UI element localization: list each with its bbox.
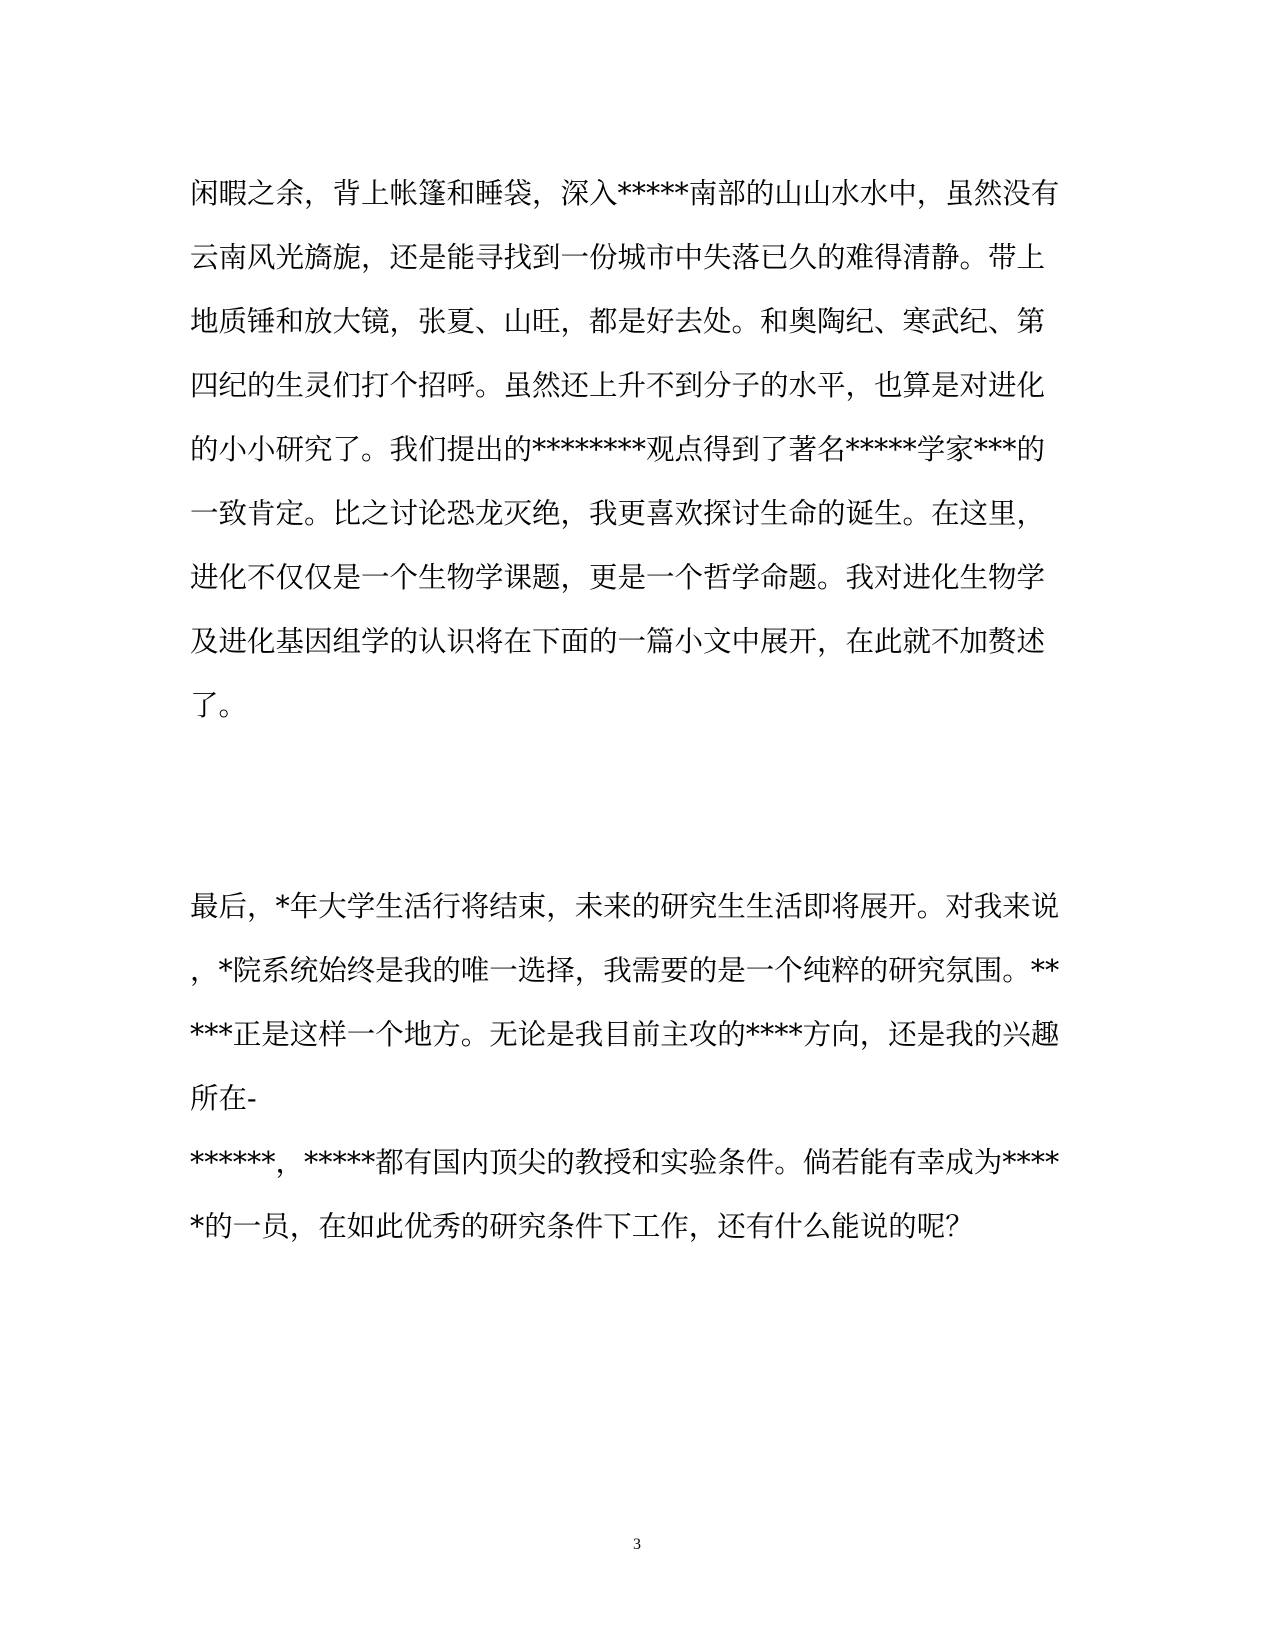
text-line: 及进化基因组学的认识将在下面的一篇小文中展开，在此就不加赘述	[190, 625, 1046, 658]
text-line: 最后，*年大学生活行将结束，未来的研究生生活即将展开。对我来说	[190, 890, 1060, 923]
text-line: ***正是这样一个地方。无论是我目前主攻的****方向，还是我的兴趣	[190, 1018, 1060, 1051]
text-line: 闲暇之余，背上帐篷和睡袋，深入*****南部的山山水水中，虽然没有	[190, 177, 1060, 210]
text-line: 四纪的生灵们打个招呼。虽然还上升不到分子的水平，也算是对进化	[190, 369, 1046, 402]
text-line: 所在-	[190, 1082, 257, 1115]
paragraph-2	[190, 875, 1090, 1259]
text-line: 地质锤和放大镜，张夏、山旺，都是好去处。和奥陶纪、寒武纪、第	[190, 305, 1046, 338]
paragraph-1	[190, 162, 1090, 738]
text-line: ******，*****都有国内顶尖的教授和实验条件。倘若能有幸成为****	[190, 1146, 1060, 1179]
text-line: 的小小研究了。我们提出的********观点得到了著名*****学家***的	[190, 433, 1046, 466]
text-line: 进化不仅仅是一个生物学课题，更是一个哲学命题。我对进化生物学	[190, 561, 1046, 594]
text-line: 一致肯定。比之讨论恐龙灭绝，我更喜欢探讨生命的诞生。在这里，	[190, 497, 1046, 530]
page-number: 3	[633, 1536, 641, 1553]
text-line: 云南风光旖旎，还是能寻找到一份城市中失落已久的难得清静。带上	[190, 241, 1046, 274]
text-line: 了。	[190, 689, 248, 722]
text-line: *的一员，在如此优秀的研究条件下工作，还有什么能说的呢？	[190, 1210, 974, 1243]
text-line: ，*院系统始终是我的唯一选择，我需要的是一个纯粹的研究氛围。**	[190, 954, 1060, 987]
